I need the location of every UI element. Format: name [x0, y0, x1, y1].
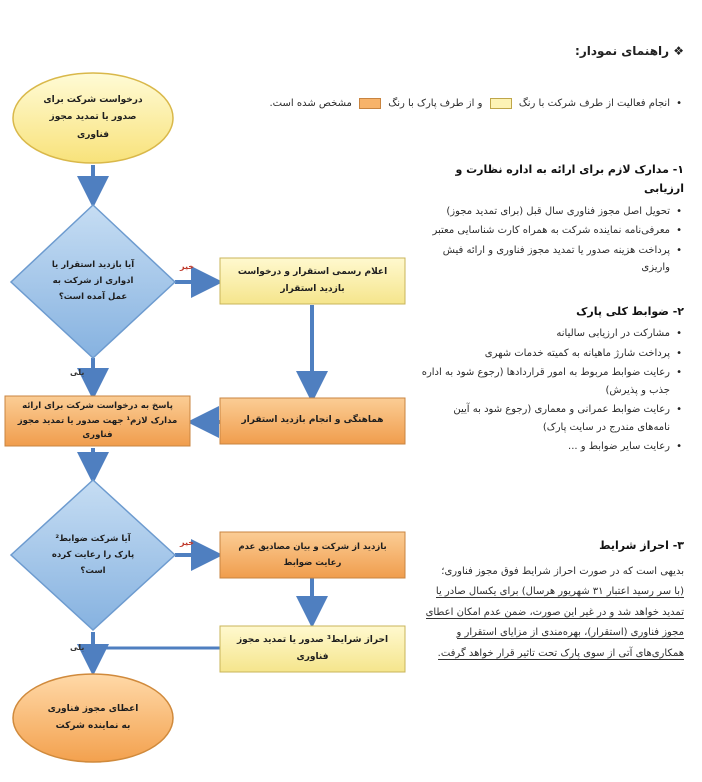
list-item: • پرداخت هزینه صدور یا تمدید مجوز فناوری و ارائه فیش واریزی: [419, 242, 684, 277]
legend-line: [264, 95, 684, 115]
list-item: • رعایت ضوابط عمرانی و معماری (رجوع شود به آیین نامه‌های مندرج در سایت پارک): [419, 401, 684, 436]
list-item: • رعایت سایر ضوابط و ...: [419, 438, 684, 456]
end-label: اعطای مجوز فناوری به نماینده شرکت: [47, 703, 139, 731]
legend-title-text: راهنمای نمودار:: [575, 44, 670, 58]
legend-title: [575, 44, 684, 58]
decision1-label: آیا بازدید استقرار یا ادواری از شرکت به عمل آمده است؟: [51, 259, 135, 303]
inspect-label: بازدید از شرکت و بیان مصادیق عدم رعایت ضوابط: [238, 541, 387, 568]
list-item: • مشارکت در ارزیابی سالیانه: [419, 325, 684, 343]
list-item: • تحویل اصل مجوز فناوری سال قبل (برای تمدید مجوز): [419, 203, 684, 221]
list-item: • رعایت ضوابط مربوط به امور قراردادها (رجوع شود به اداره جذب و پذیرش): [419, 364, 684, 399]
legend-text-end: مشخص شده است.: [269, 98, 352, 109]
legend-park-swatch: [359, 98, 381, 109]
decision1-no-label: خیر: [180, 262, 195, 271]
request-visit-label: اعلام رسمی استقرار و درخواست بازدید استقرار: [237, 266, 388, 294]
list-item: • معرفی‌نامه نماینده شرکت به همراه کارت شناسایی معتبر: [419, 222, 684, 240]
conditions-label: احراز شرایط³ صدور یا تمدید مجوز فناوری: [236, 634, 389, 662]
section-conditions-title: ۳- احراز شرایط: [599, 539, 684, 552]
conditions-paragraph: (با سر رسید اعتبار ۳۱ شهریور هرسال) برای یکسال صادر یا تمدید خواهد شد و در غیر این صورت، ضمن عدم امکان اعطای مجوز فناوری (استقرار)، بهره‌مندی از مزایای استقرار و همکاری‌های آتی از سوی پارک تحت تاثیر قرار خواهد گرفت.: [425, 586, 684, 659]
decision2-yes-label: بلی: [70, 643, 85, 652]
decision2-label: آیا شرکت ضوابط² پارک را رعایت کرده است؟: [51, 533, 135, 577]
legend-text-middle: و از طرف پارک با رنگ: [388, 98, 483, 109]
section-rules-title: ۲- ضوابط کلی پارک: [576, 305, 684, 318]
section-rules: [419, 302, 684, 458]
decision2-no-label: خیر: [180, 538, 195, 547]
legend-text-start: انجام فعالیت از طرف شرکت با رنگ: [518, 98, 670, 109]
conditions-intro: بدیهی است که در صورت احراز شرایط فوق مجوز فناوری؛: [441, 565, 684, 577]
section-conditions: [422, 535, 684, 664]
legend-company-swatch: [490, 98, 512, 109]
legend-title-icon: ❖: [673, 44, 684, 58]
list-item: • پرداخت شارژ ماهیانه به کمیته خدمات شهری: [419, 345, 684, 363]
decision1-yes-label: بلی: [70, 368, 85, 377]
coordinate-visit-label: هماهنگی و انجام بازدید استقرار: [241, 415, 384, 426]
respond-label: پاسخ به درخواست شرکت برای ارائه مدارک لازم¹ جهت صدور یا تمدید مجوز فناوری: [17, 401, 178, 441]
section-documents-title: ۱- مدارک لازم برای ارائه به اداره نظارت و ارزیابی: [455, 163, 684, 196]
section-documents: [419, 160, 684, 279]
legend-item: [264, 95, 684, 113]
start-label: درخواست شرکت برای صدور یا تمدید مجوز فناوری: [43, 95, 143, 140]
